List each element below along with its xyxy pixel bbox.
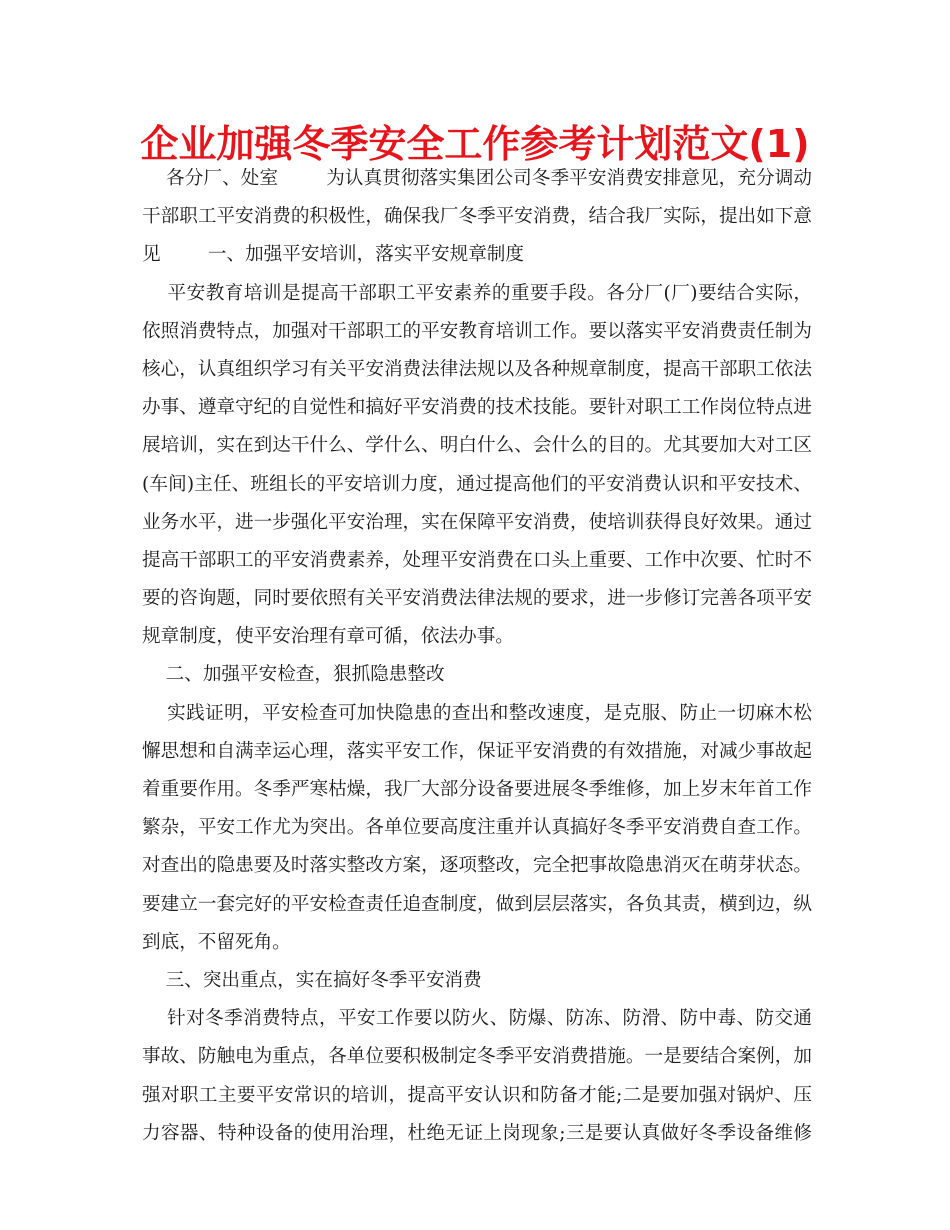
body-line: 规章制度，使平安治理有章可循，依法办事。	[142, 626, 514, 648]
body-line: 要建立一套完好的平安检查责任追查制度，做到层层落实，各负其责，横到边，纵	[142, 893, 812, 915]
body-line: 展培训，实在到达干什么、学什么、明白什么、会什么的目的。尤其要加大对工区	[142, 435, 812, 457]
body-line: 见 一、加强平安培训，落实平安规章制度	[142, 244, 524, 266]
body-line: 要的咨询题，同时要依照有关平安消费法律法规的要求，进一步修订完善各项平安	[142, 588, 812, 610]
body-line: 业务水平，进一步强化平安治理，实在保障平安消费，使培训获得良好效果。通过	[142, 511, 812, 533]
body-line: 对查出的隐患要及时落实整改方案，逐项整改，完全把事故隐患消灭在萌芽状态。	[142, 855, 812, 877]
section-heading: 二、加强平安检查，狠抓隐患整改	[142, 664, 445, 686]
body-line: 着重要作用。冬季严寒枯燥，我厂大部分设备要进展冬季维修，加上岁末年首工作	[142, 779, 812, 800]
body-line: (车间)主任、班组长的平安培训力度，通过提高他们的平安消费认识和平安技术、	[142, 473, 812, 495]
body-line: 到底，不留死角。	[142, 931, 291, 953]
body-line: 懈思想和自满幸运心理，落实平安工作，保证平安消费的有效措施，对减少事故起	[142, 740, 812, 762]
body-line: 提高干部职工的平安消费素养，处理平安消费在口头上重要、工作中次要、忙时不	[142, 549, 812, 571]
body-line: 强对职工主要平安常识的培训，提高平安认识和防备才能;二是要加强对锅炉、压	[142, 1084, 812, 1106]
body-line: 干部职工平安消费的积极性，确保我厂冬季平安消费，结合我厂实际，提出如下意	[142, 206, 812, 228]
body-line: 力容器、特种设备的使用治理，杜绝无证上岗现象;三是要认真做好冬季设备维修	[142, 1122, 812, 1144]
body-line: 各分厂、处室 为认真贯彻落实集团公司冬季平安消费安排意见，充分调动	[142, 168, 812, 189]
body-line: 针对冬季消费特点，平安工作要以防火、防爆、防冻、防滑、防中毒、防交通	[142, 1008, 812, 1030]
body-line: 繁杂，平安工作尤为突出。各单位要高度注重并认真搞好冬季平安消费自查工作。	[142, 817, 812, 839]
body-line: 依照消费特点，加强对干部职工的平安教育培训工作。要以落实平安消费责任制为	[142, 320, 812, 342]
section-heading: 三、突出重点，实在搞好冬季平安消费	[142, 969, 482, 991]
body-line: 事故、防触电为重点，各单位要积极制定冬季平安消费措施。一是要结合案例，加	[142, 1046, 812, 1068]
body-line: 实践证明，平安检查可加快隐患的查出和整改速度，是克服、防止一切麻木松	[142, 702, 812, 724]
document-title: 企业加强冬季安全工作参考计划范文(1)	[140, 122, 810, 166]
body-line: 办事、遵章守纪的自觉性和搞好平安消费的技术技能。要针对职工工作岗位特点进	[142, 397, 812, 419]
body-line: 平安教育培训是提高干部职工平安素养的重要手段。各分厂(厂)要结合实际，	[142, 282, 812, 304]
body-line: 核心，认真组织学习有关平安消费法律法规以及各种规章制度，提高干部职工依法	[142, 358, 812, 380]
document-body	[142, 160, 812, 1153]
